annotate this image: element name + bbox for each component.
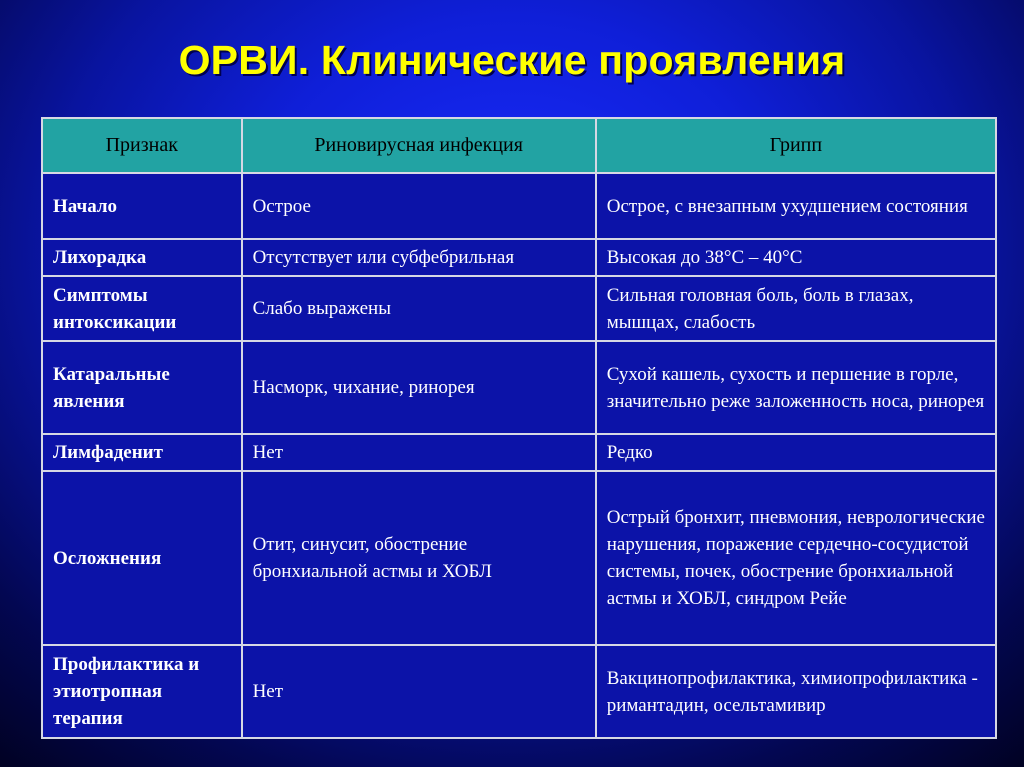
row-sign-cell: Осложнения xyxy=(42,471,242,645)
row-sign-cell: Профилактика и этиотропная терапия xyxy=(42,645,242,738)
row-flu-cell: Высокая до 38°С – 40°С xyxy=(596,239,996,276)
row-flu-cell: Сильная головная боль, боль в глазах, мышцах, слабость xyxy=(596,276,996,341)
row-rhinovirus-cell: Насморк, чихание, ринорея xyxy=(242,341,596,434)
column-header-rhinovirus: Риновирусная инфекция xyxy=(242,118,596,173)
row-rhinovirus-cell: Слабо выражены xyxy=(242,276,596,341)
table-row-catarrhal xyxy=(42,341,996,434)
row-flu-cell: Острый бронхит, пневмония, неврологические нарушения, поражение сердечно-сосудистой системы, почек, обострение бронхиальной астмы и ХОБЛ, синдром Рейе xyxy=(596,471,996,645)
row-flu-cell: Острое, с внезапным ухудшением состояния xyxy=(596,173,996,239)
row-rhinovirus-cell: Острое xyxy=(242,173,596,239)
row-sign-cell: Начало xyxy=(42,173,242,239)
row-rhinovirus-cell: Нет xyxy=(242,434,596,471)
page-title: ОРВИ. Клинические проявления xyxy=(178,37,846,83)
row-flu-cell: Вакцинопрофилактика, химиопрофилактика - римантадин, осельтамивир xyxy=(596,645,996,738)
row-rhinovirus-cell: Отит, синусит, обострение бронхиальной астмы и ХОБЛ xyxy=(242,471,596,645)
table-header-row xyxy=(42,118,996,173)
row-rhinovirus-cell: Нет xyxy=(242,645,596,738)
row-flu-cell: Редко xyxy=(596,434,996,471)
table-row-intoxication xyxy=(42,276,996,341)
table-row-onset xyxy=(42,173,996,239)
table-row-prevention xyxy=(42,645,996,738)
row-rhinovirus-cell: Отсутствует или субфебрильная xyxy=(242,239,596,276)
comparison-table-container xyxy=(41,117,997,739)
table-row-fever xyxy=(42,239,996,276)
row-sign-cell: Лимфаденит xyxy=(42,434,242,471)
comparison-table xyxy=(41,117,997,739)
column-header-sign: Признак xyxy=(42,118,242,173)
column-header-flu: Грипп xyxy=(596,118,996,173)
row-sign-cell: Лихорадка xyxy=(42,239,242,276)
table-row-complications xyxy=(42,471,996,645)
row-sign-cell: Симптомы интоксикации xyxy=(42,276,242,341)
row-flu-cell: Сухой кашель, сухость и першение в горле, значительно реже заложенность носа, ринорея xyxy=(596,341,996,434)
table-row-lymphadenitis xyxy=(42,434,996,471)
row-sign-cell: Катаральные явления xyxy=(42,341,242,434)
